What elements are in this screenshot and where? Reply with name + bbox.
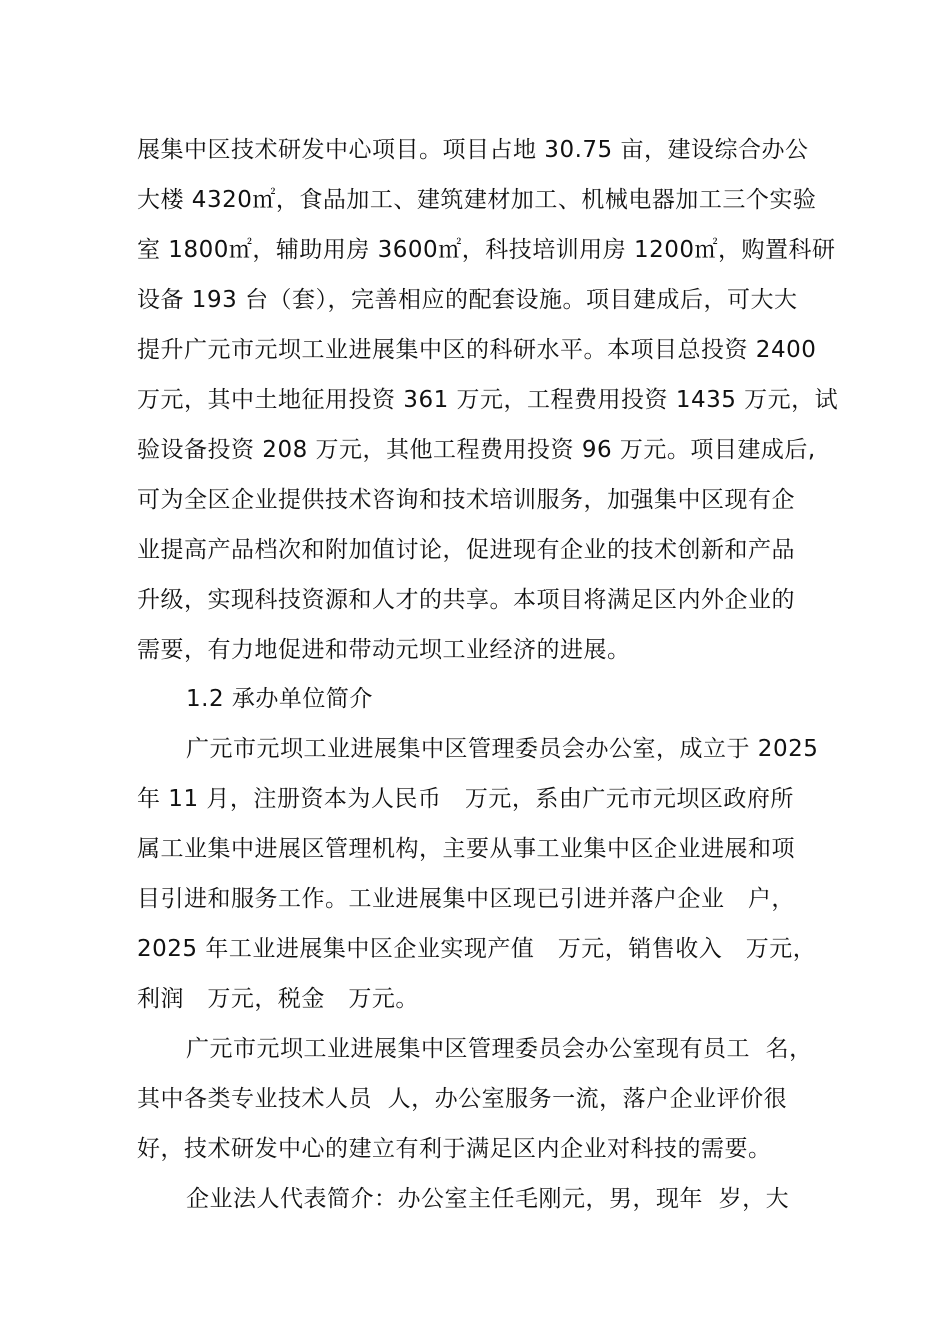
paragraph-line: 企业法人代表简介：办公室主任毛刚元，男，现年 岁，大 xyxy=(186,1186,790,1212)
paragraph-line: 设备 193 台（套），完善相应的配套设施。项目建成后，可大大 xyxy=(137,287,798,313)
section-heading: 1.2 承办单位简介 xyxy=(186,686,373,712)
paragraph-line: 需要，有力地促进和带动元坝工业经济的进展。 xyxy=(137,637,631,663)
paragraph-line: 2025 年工业进展集中区企业实现产值 万元，销售收入 万元， xyxy=(137,936,817,962)
paragraph-line: 其中各类专业技术人员 人，办公室服务一流，落户企业评价很 xyxy=(137,1086,788,1112)
paragraph-line: 好，技术研发中心的建立有利于满足区内企业对科技的需要。 xyxy=(137,1136,772,1162)
paragraph-line: 提升广元市元坝工业进展集中区的科研水平。本项目总投资 2400 xyxy=(137,337,817,363)
paragraph-line: 业提高产品档次和附加值讨论，促进现有企业的技术创新和产品 xyxy=(137,537,795,563)
paragraph-line: 升级，实现科技资源和人才的共享。本项目将满足区内外企业的 xyxy=(137,587,795,613)
paragraph-line: 利润 万元，税金 万元。 xyxy=(137,986,419,1012)
paragraph-line: 年 11 月，注册资本为人民币 万元，系由广元市元坝区政府所 xyxy=(137,786,794,812)
paragraph-line: 属工业集中进展区管理机构，主要从事工业集中区企业进展和项 xyxy=(137,836,795,862)
paragraph-line: 目引进和服务工作。工业进展集中区现已引进并落户企业 户， xyxy=(137,886,795,912)
paragraph-line: 万元，其中土地征用投资 361 万元，工程费用投资 1435 万元，试 xyxy=(137,387,839,413)
paragraph-line: 验设备投资 208 万元，其他工程费用投资 96 万元。项目建成后, xyxy=(137,437,816,463)
paragraph-line: 广元市元坝工业进展集中区管理委员会办公室，成立于 2025 xyxy=(186,736,819,762)
paragraph-line: 广元市元坝工业进展集中区管理委员会办公室现有员工 名， xyxy=(186,1036,813,1062)
paragraph-line: 展集中区技术研发中心项目。项目占地 30.75 亩，建设综合办公 xyxy=(137,137,809,163)
paragraph-line: 可为全区企业提供技术咨询和技术培训服务，加强集中区现有企 xyxy=(137,487,795,513)
paragraph-line: 室 1800㎡，辅助用房 3600㎡，科技培训用房 1200㎡，购置科研 xyxy=(137,237,836,263)
paragraph-line: 大楼 4320㎡，食品加工、建筑建材加工、机械电器加工三个实验 xyxy=(137,187,817,213)
